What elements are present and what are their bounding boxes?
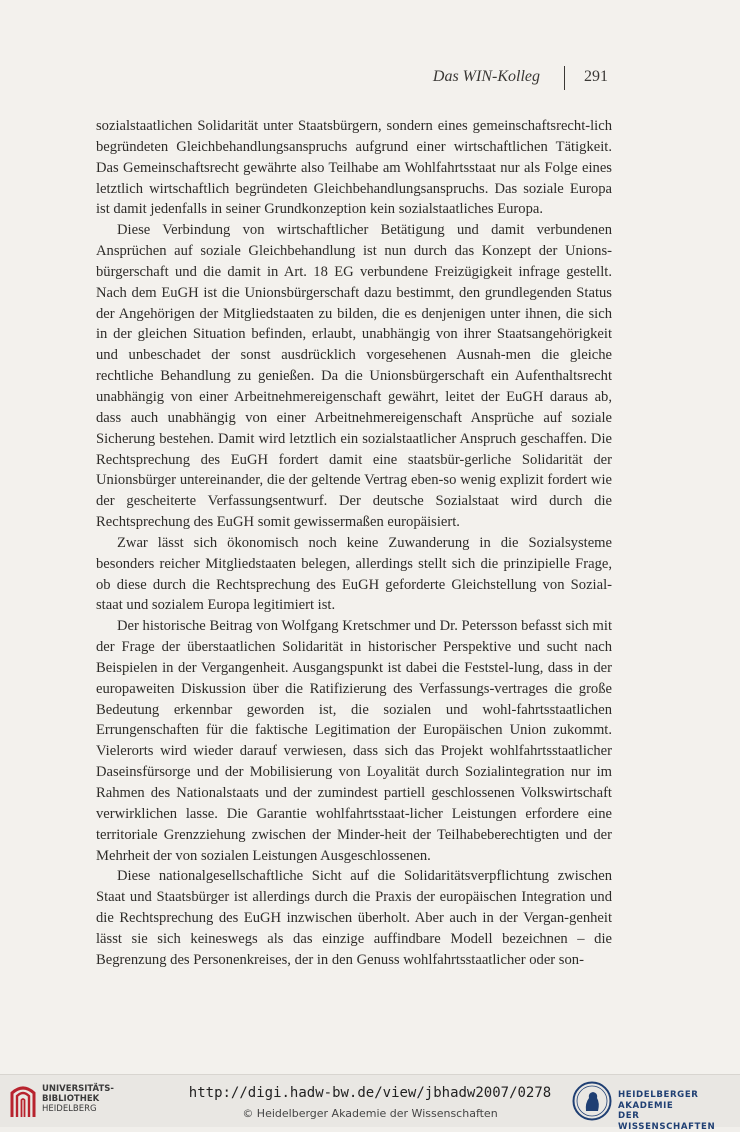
- paragraph-1: sozialstaatlichen Solidarität unter Staatsbürgern, sondern eines gemeinschaftsrecht-lich begründeten Gleichbehandlungsanspruchs aufgrund einer wirtschaftlichen Tätigkeit. Das Gemeinschaftsrecht gewährte also Teilhabe am Wohlfahrtsstaat nur als Folge eines letztlich wirtschaftlich begründeten Gleichbehandlungsanspruchs. Das soziale Europa ist damit jedenfalls in seiner Grundkonzeption kein sozialstaatliches Europa.: [96, 118, 612, 218]
- header-divider: [564, 66, 565, 90]
- running-title: Das WIN-Kolleg: [432, 68, 540, 85]
- paragraph-5: Diese nationalgesellschaftliche Sicht auf die Solidaritätsverpflichtung zwischen Staat und Staatsbürger ist allerdings durch die Praxis der europäischen Integration und die Rechtsprechung des EuGH inzwischen überholt. Aber auch in der Vergan-genheit lässt sie sich keineswegs als das einzige auffindbare Modell bezeichnen – die Begrenzung des Personenkreises, der in den Genuss wohlfahrtsstaatlicher oder son-: [96, 868, 612, 968]
- library-line-2: BIBLIOTHEK: [42, 1094, 100, 1104]
- academy-line-2: DER WISSENSCHAFTEN: [618, 1111, 716, 1132]
- paragraph-3: Zwar lässt sich ökonomisch noch keine Zuwanderung in die Sozialsysteme besonders reicher Mitgliedstaaten belegen, allerdings stellt sich die prinzipielle Frage, ob diese durch die Rechtsprechung des EuGH geforderte Gleichstellung von Sozial-staat und sozialem Europa legitimiert ist.: [96, 534, 612, 614]
- viewer-footer: [0, 1074, 740, 1132]
- page-header: [0, 66, 740, 96]
- permalink-url[interactable]: http://digi.hadw-bw.de/view/jbhadw2007/0278: [188, 1085, 552, 1101]
- library-line-1: UNIVERSITÄTS-: [42, 1084, 114, 1094]
- academy-line-1: HEIDELBERGER AKADEMIE: [618, 1090, 699, 1111]
- paragraph-4: Der historische Beitrag von Wolfgang Kretschmer und Dr. Petersson befasst sich mit der Frage der überstaatlichen Solidarität in historischer Perspektive und sucht nach Beispielen in der Vergangenheit. Ausgangspunkt ist dabei die Feststel-lung, dass in der europaweiten Diskussion über die Ratifizierung des Verfassungs-vertrages die große Bedeutung erkennbar geworden ist, die sozialen und wohl-fahrtsstaatlichen Errungenschaften für die faktische Legitimation der Europäischen Union zukommt. Vielerorts wird wieder darauf verwiesen, dass sich das Projekt wohlfahrtsstaatlicher Daseinsfürsorge und der Mobilisierung von Loyalität durch Sozialintegration nur im Rahmen des Nationalstaats und der zumindest partiell geschlossenen Volkswirtschaft verwirklichen lasse. Die Garantie wohlfahrtsstaat-licher Leistungen erfordere eine territoriale Grenzziehung zwischen der Minder-heit der Teilhabeberechtigten und der Mehrheit der von sozialen Leistungen Ausgeschlossenen.: [96, 618, 612, 864]
- body-text: [96, 116, 612, 971]
- copyright-notice: © Heidelberger Akademie der Wissenschaften: [242, 1107, 498, 1120]
- paragraph-2: Diese Verbindung von wirtschaftlicher Betätigung und damit verbundenen Ansprüchen auf soziale Gleichbehandlung ist nun durch das Konzept der Unions-bürgerschaft und die damit in Art. 18 EG verbundene Freizügigkeit infrage gestellt. Nach dem EuGH ist die Unionsbürgerschaft dazu bestimmt, den grundlegenden Status der Angehörigen der Mitgliedstaaten zu bilden, die es denjenigen unter ihnen, die sich in der gleichen Situation befinden, erlaubt, unabhängig von ihrer Staatsangehörigkeit und unbeschadet der sonst ausdrücklich vorgesehenen Ausnah-men die gleiche rechtliche Behandlung zu genießen. Da die Unionsbürgerschaft ein Aufenthaltsrecht unabhängig von einer Arbeitnehmereigenschaft gewährt, leitet der EuGH daraus ab, dass auch unabhängig von einer Arbeitnehmereigenschaft Ansprüche auf soziale Sicherung bestehen. Damit wird letztlich ein sozialstaatlicher Anspruch geschaffen. Die Rechtsprechung des EuGH fordert damit eine staatsbür-gerliche Solidarität der Unionsbürger untereinander, die der geltende Vertrag eben-so wenig explizit fordert wie der gescheiterte Verfassungsentwurf. Der deutsche Sozialstaat wird durch die Rechtsprechung des EuGH somit gewissermaßen europäisiert.: [96, 222, 612, 531]
- library-line-3: HEIDELBERG: [42, 1104, 97, 1114]
- page-number: 291: [584, 68, 608, 85]
- academy-seal-icon[interactable]: [572, 1081, 612, 1121]
